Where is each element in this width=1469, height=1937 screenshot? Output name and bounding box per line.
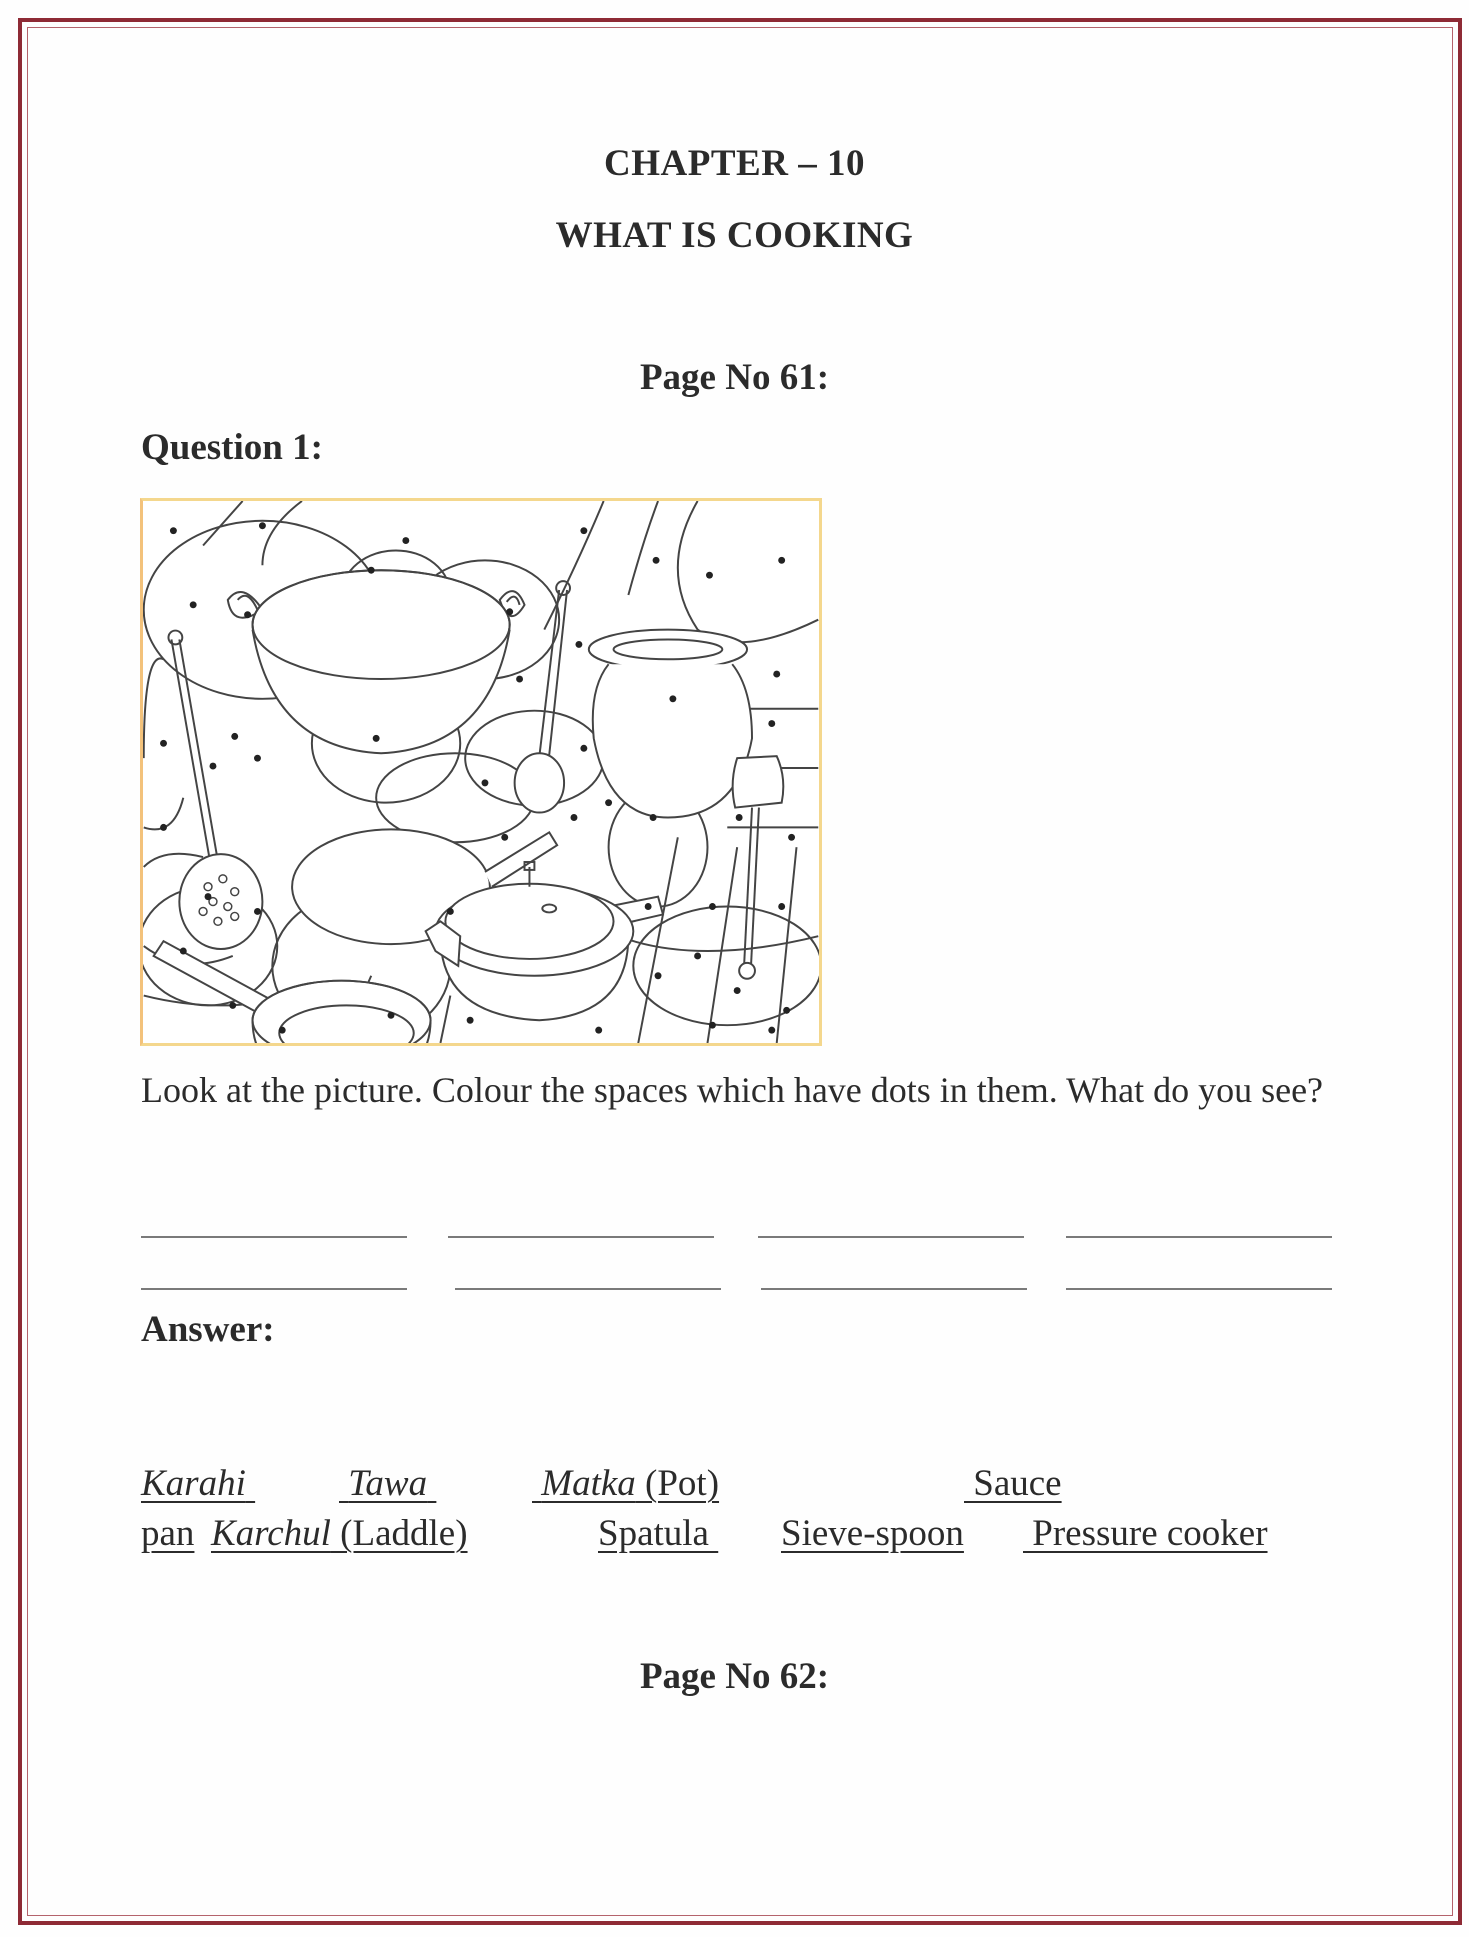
answer-blank-line[interactable] — [1066, 1236, 1332, 1238]
page-61-label: Page No 61: — [639, 357, 830, 398]
answer-item-italic: Tawa — [348, 1463, 428, 1504]
answer-item-sieve-spoon — [781, 1512, 964, 1555]
answer-item-spatula — [598, 1512, 718, 1555]
answer-blank-line[interactable] — [455, 1288, 721, 1290]
answer-blank-line[interactable] — [761, 1288, 1027, 1290]
answer-item-karchul — [211, 1512, 468, 1555]
answer-item-plain: Sauce — [964, 1463, 1062, 1504]
answer-item-plain: Sieve-spoon — [781, 1513, 964, 1554]
question-1-label: Question 1: — [141, 427, 323, 468]
colouring-picture — [140, 498, 822, 1046]
answer-blank-line[interactable] — [141, 1288, 407, 1290]
chapter-heading: CHAPTER – 10 — [604, 143, 865, 184]
answer-label: Answer: — [141, 1309, 275, 1350]
answer-item-pan — [141, 1512, 194, 1555]
answer-item-plain: Pressure cooker — [1023, 1513, 1268, 1554]
chapter-title: WHAT IS COOKING — [555, 215, 914, 256]
answer-item-plain: pan — [141, 1513, 195, 1554]
page-62-label: Page No 62: — [639, 1656, 830, 1697]
answer-item-matka — [532, 1462, 719, 1505]
answer-item-tawa — [339, 1462, 436, 1505]
answer-blank-line[interactable] — [1066, 1288, 1332, 1290]
answer-item-pressure-cooker — [1023, 1512, 1268, 1555]
answer-blank-line[interactable] — [758, 1236, 1024, 1238]
answer-item-karahi — [141, 1462, 255, 1505]
answer-item-plain: (Pot) — [635, 1463, 720, 1504]
answer-item-plain: Spatula — [598, 1513, 719, 1554]
answer-item-plain: (Laddle) — [330, 1513, 468, 1554]
answer-item-plain — [246, 1463, 255, 1504]
answer-item-italic: Matka — [541, 1463, 636, 1504]
answer-item-italic: Karahi — [141, 1463, 246, 1504]
answer-blank-line[interactable] — [448, 1236, 714, 1238]
answer-item-plain — [427, 1463, 436, 1504]
answer-item-sauce — [964, 1462, 1062, 1505]
answer-item-italic: Karchul — [211, 1513, 331, 1554]
answer-blank-line[interactable] — [141, 1236, 407, 1238]
question-text: Look at the picture. Colour the spaces which have dots in them. What do you see? — [141, 1070, 1324, 1110]
